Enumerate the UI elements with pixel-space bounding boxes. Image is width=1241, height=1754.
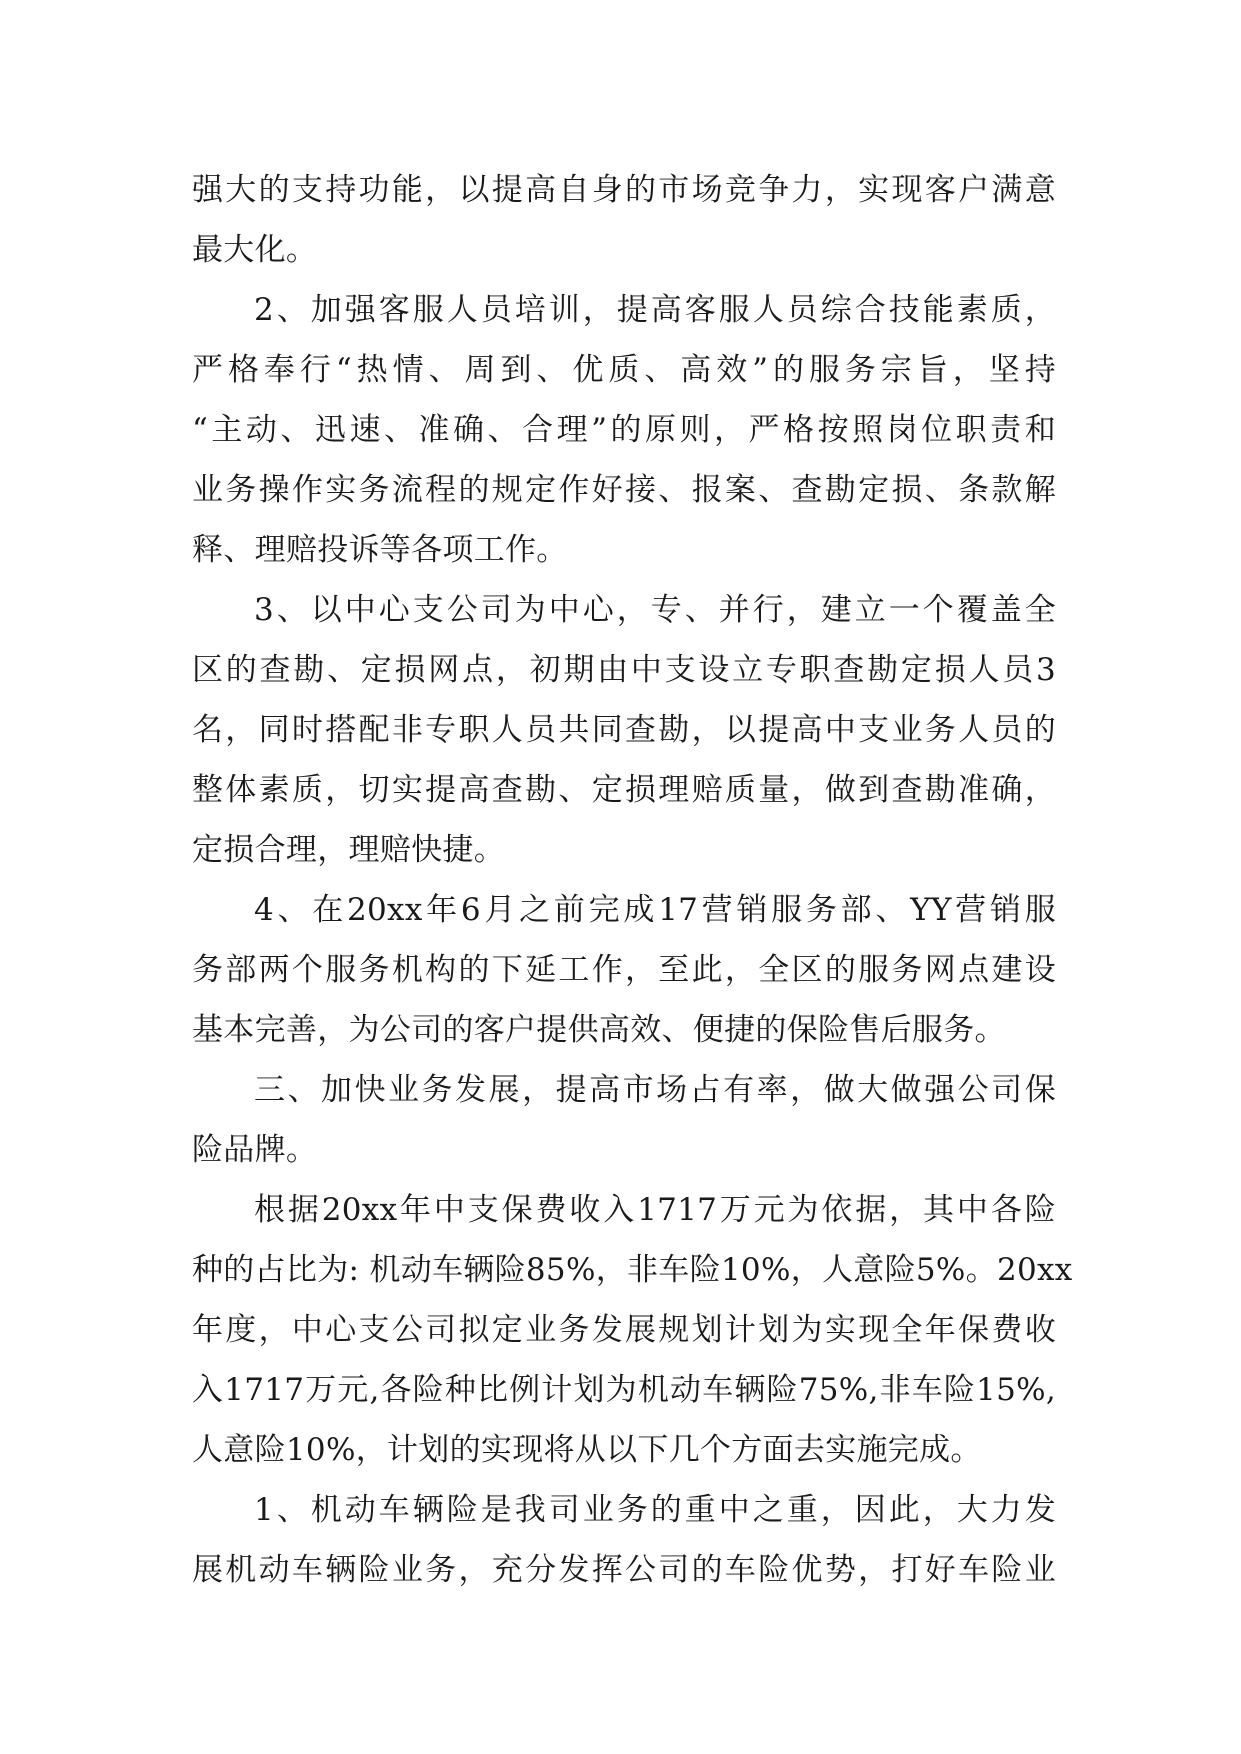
text-line: 3、以中心支公司为中心，专、并行，建立一个覆盖全 [254, 592, 1056, 628]
text-line: 严格奉行“热情、周到、优质、高效”的服务宗旨，坚持 [192, 352, 1056, 388]
text-line: 展机动车辆险业务，充分发挥公司的车险优势，打好车险业 [192, 1552, 1056, 1588]
text-line: 定损合理，理赔快捷。 [192, 832, 505, 868]
text-line: 强大的支持功能，以提高自身的市场竞争力，实现客户满意 [192, 172, 1056, 208]
text-line: 根据20xx年中支保费收入1717万元为依据，其中各险 [254, 1192, 1056, 1228]
text-line: 最大化。 [192, 232, 318, 268]
paragraph [192, 160, 1056, 280]
paragraph [192, 580, 1056, 880]
paragraph [192, 280, 1056, 580]
paragraph [192, 1060, 1056, 1180]
text-line: 务部两个服务机构的下延工作，至此，全区的服务网点建设 [192, 952, 1056, 988]
text-line: 4、在20xx年6月之前完成17营销服务部、YY营销服 [254, 892, 1056, 928]
text-line: 人意险10%，计划的实现将从以下几个方面去实施完成。 [192, 1432, 982, 1468]
text-line: 释、理赔投诉等各项工作。 [192, 532, 568, 568]
paragraph [192, 1480, 1056, 1600]
text-line: 基本完善，为公司的客户提供高效、便捷的保险售后服务。 [192, 1012, 1006, 1048]
text-line: 业务操作实务流程的规定作好接、报案、查勘定损、条款解 [192, 472, 1056, 508]
text-line: 2、加强客服人员培训，提高客服人员综合技能素质， [254, 292, 1056, 328]
text-line: 入1717万元,各险种比例计划为机动车辆险75%,非车险15%, [192, 1372, 1056, 1408]
text-line: 险品牌。 [192, 1132, 318, 1168]
text-line: 区的查勘、定损网点，初期由中支设立专职查勘定损人员3 [192, 652, 1056, 688]
text-line: 1、机动车辆险是我司业务的重中之重，因此，大力发 [254, 1492, 1056, 1528]
text-line: 种的占比为: 机动车辆险85%，非车险10%，人意险5%。20xx [192, 1252, 1073, 1288]
text-line: “主动、迅速、准确、合理”的原则，严格按照岗位职责和 [192, 412, 1056, 448]
text-line: 年度，中心支公司拟定业务发展规划计划为实现全年保费收 [192, 1312, 1056, 1348]
text-line: 名，同时搭配非专职人员共同查勘，以提高中支业务人员的 [192, 712, 1056, 748]
text-line: 三、加快业务发展，提高市场占有率，做大做强公司保 [254, 1072, 1056, 1108]
paragraph [192, 1180, 1073, 1480]
paragraph [192, 880, 1056, 1060]
document-body [192, 160, 1073, 1600]
text-line: 整体素质，切实提高查勘、定损理赔质量，做到查勘准确， [192, 772, 1056, 808]
